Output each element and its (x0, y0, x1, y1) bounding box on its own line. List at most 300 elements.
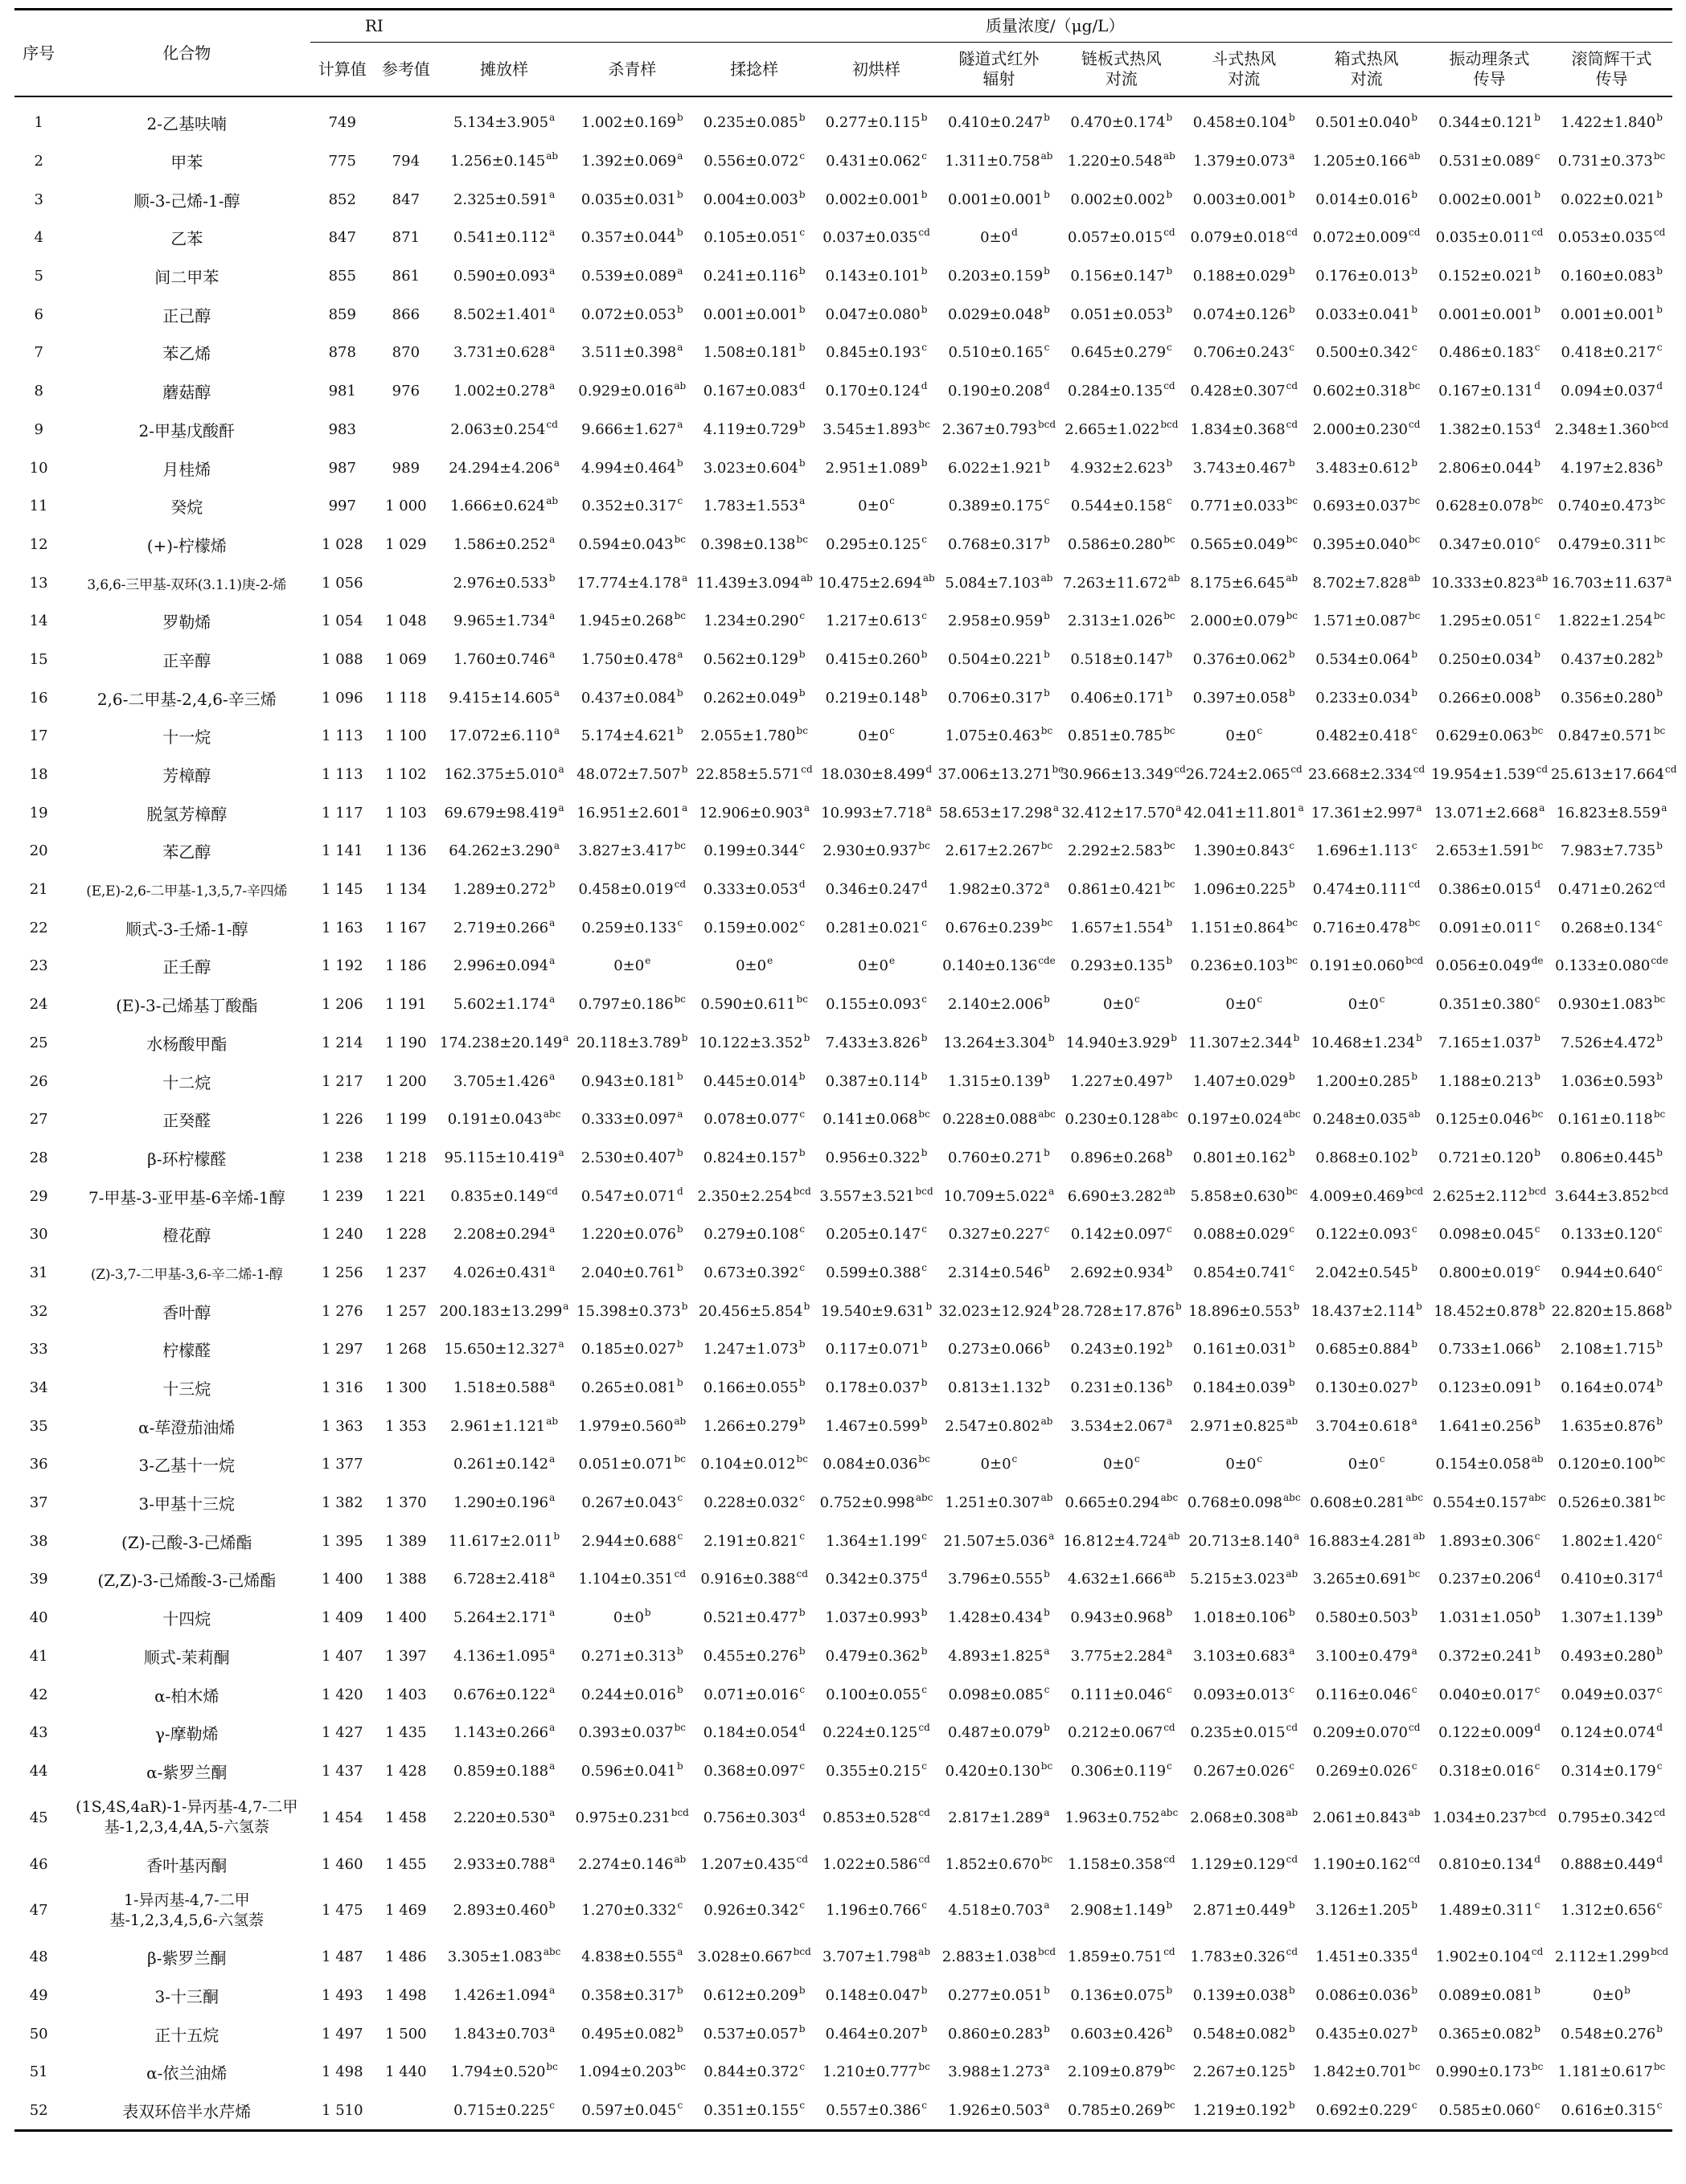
ri-reference: 794 (392, 153, 420, 170)
ri-calculated: 1 460 (322, 1855, 363, 1873)
ri-reference: 1 167 (385, 919, 427, 936)
concentration-value: $0\pm 0^d$ (980, 227, 1018, 247)
significance-letter: bc (1408, 2061, 1421, 2073)
significance-letter: bc (1052, 764, 1064, 776)
significance-letter: b (1171, 1031, 1177, 1043)
concentration-value: 0.398±0.138$^{bc}$ (700, 533, 808, 553)
significance-letter: a (1661, 801, 1668, 813)
concentration-value: 0.191±0.043$^{abc}$ (447, 1108, 561, 1129)
significance-letter: c (921, 610, 927, 622)
ri-reference: 1 268 (385, 1341, 427, 1358)
significance-letter: b (1534, 1984, 1540, 1996)
concentration-value: 11.307±2.344$^b$ (1188, 1031, 1300, 1051)
significance-letter: cd (1286, 227, 1298, 239)
concentration-value: 0.844±0.372$^c$ (704, 2061, 806, 2081)
concentration-value: 11.617±2.011$^b$ (448, 1530, 560, 1550)
significance-letter: cd (796, 1853, 808, 1865)
significance-letter: c (921, 1223, 927, 1235)
significance-letter: bc (1408, 533, 1421, 545)
significance-letter: bc (1653, 1492, 1666, 1504)
concentration-value: 4.026±0.431$^a$ (453, 1261, 556, 1281)
concentration-value: 1.635±0.876$^b$ (1561, 1415, 1663, 1435)
significance-letter: bc (1653, 533, 1666, 545)
concentration-value: 0.277±0.115$^b$ (825, 112, 928, 132)
concentration-value: 0.084±0.036$^{bc}$ (822, 1453, 930, 1473)
significance-letter: a (549, 265, 556, 277)
table-row (14, 1484, 1672, 1522)
significance-letter: b (1288, 265, 1295, 277)
compound-name: 1-异丙基-4,7-二甲 基-1,2,3,4,5,6-六氢萘 (109, 1891, 265, 1929)
concentration-value: 1.364±1.199$^c$ (826, 1530, 927, 1550)
concentration-value: 1.227±0.497$^b$ (1070, 1070, 1173, 1090)
concentration-value: 0.608±0.281$^{abc}$ (1310, 1492, 1423, 1512)
significance-letter: bc (1653, 994, 1666, 1006)
significance-letter: abc (1283, 1108, 1301, 1121)
ri-calculated: 1 382 (322, 1494, 363, 1512)
significance-letter: b (1288, 1070, 1295, 1082)
significance-letter: a (549, 994, 556, 1006)
significance-letter: a (549, 1806, 556, 1818)
significance-letter: a (549, 648, 556, 660)
significance-letter: d (1411, 1946, 1418, 1958)
significance-letter: a (677, 1946, 683, 1958)
significance-letter: a (549, 916, 556, 928)
significance-letter: bc (1286, 955, 1298, 967)
row-number: 23 (29, 957, 48, 975)
concentration-value: 0.930±1.083$^{bc}$ (1557, 994, 1666, 1014)
concentration-value: 0.022±0.021$^b$ (1561, 188, 1663, 208)
significance-letter: ab (1163, 150, 1175, 162)
concentration-value: 0.072±0.009$^{cd}$ (1312, 227, 1421, 247)
concentration-value: 2.976±0.533$^b$ (453, 572, 556, 592)
concentration-value: 0.001±0.001$^b$ (1561, 303, 1663, 323)
concentration-value: 0.868±0.102$^b$ (1315, 1146, 1418, 1166)
significance-letter: c (799, 1683, 806, 1695)
significance-letter: a (1166, 1415, 1172, 1427)
significance-letter: ab (1286, 1415, 1298, 1427)
significance-letter: c (1167, 495, 1172, 507)
significance-letter: d (1534, 879, 1540, 891)
ri-reference: 1 029 (385, 535, 427, 553)
concentration-value: 0.596±0.041$^b$ (580, 1760, 683, 1780)
significance-letter: b (1166, 686, 1173, 699)
row-number: 49 (29, 1986, 48, 2004)
significance-letter: cd (546, 1185, 558, 1197)
concentration-value: 2.000±0.079$^{bc}$ (1190, 610, 1298, 630)
significance-letter: b (798, 1338, 806, 1350)
significance-letter: a (553, 457, 560, 469)
significance-letter: abc (1160, 1108, 1179, 1121)
significance-letter: bc (1653, 495, 1666, 507)
significance-letter: a (1044, 1645, 1050, 1657)
ri-calculated: 1 141 (322, 842, 363, 860)
significance-letter: cd (1653, 227, 1666, 239)
concentration-value: 0.160±0.083$^b$ (1561, 265, 1663, 285)
concentration-value: 0.262±0.049$^b$ (703, 686, 806, 707)
significance-letter: b (1534, 1377, 1540, 1389)
significance-letter: b (798, 303, 806, 315)
concentration-value: 1.963±0.752$^{abc}$ (1065, 1806, 1179, 1826)
concentration-value: 4.009±0.469$^{bcd}$ (1309, 1185, 1424, 1205)
concentration-value: 3.028±0.667$^{bcd}$ (697, 1946, 811, 1966)
significance-letter: a (549, 1377, 556, 1389)
row-number: 50 (29, 2025, 48, 2043)
significance-letter: ab (1167, 1530, 1180, 1542)
significance-letter: cd (918, 1853, 930, 1865)
significance-letter: ab (1040, 1492, 1053, 1504)
concentration-value: 8.702±7.828$^{ab}$ (1312, 572, 1421, 592)
row-number: 45 (29, 1809, 48, 1826)
ri-calculated: 981 (328, 383, 356, 400)
concentration-value: 0.117±0.071$^b$ (825, 1338, 928, 1358)
significance-letter: d (676, 1185, 683, 1197)
concentration-value: 0.645±0.279$^c$ (1070, 342, 1172, 362)
significance-letter: b (798, 686, 806, 699)
concentration-value: 0.531±0.089$^c$ (1438, 150, 1540, 170)
concentration-value: 0.372±0.241$^b$ (1438, 1645, 1540, 1665)
significance-letter: b (1044, 648, 1050, 660)
significance-letter: a (563, 1031, 569, 1043)
significance-letter: bc (1163, 610, 1175, 622)
significance-letter: bc (918, 1108, 930, 1121)
concentration-value: 0.178±0.037$^b$ (825, 1377, 928, 1397)
concentration-value: 0.154±0.058$^{ab}$ (1435, 1453, 1544, 1473)
concentration-value: 48.072±7.507$^b$ (576, 764, 688, 784)
row-number: 1 (34, 114, 43, 132)
significance-letter: a (549, 303, 556, 315)
ri-calculated: 1 113 (322, 766, 363, 784)
concentration-value: 3.731±0.628$^a$ (453, 342, 556, 362)
significance-letter: ab (1408, 1806, 1421, 1818)
row-number: 31 (29, 1264, 48, 1281)
concentration-value: 15.650±12.327$^a$ (444, 1338, 564, 1358)
concentration-value: 0.470±0.174$^b$ (1070, 112, 1173, 132)
ri-reference: 989 (392, 459, 420, 477)
concentration-value: 0.098±0.045$^c$ (1438, 1223, 1540, 1244)
concentration-value: 0.004±0.003$^b$ (703, 188, 806, 208)
concentration-value: 1.843±0.703$^a$ (453, 2022, 556, 2043)
concentration-value: 0.768±0.098$^{abc}$ (1187, 1492, 1301, 1512)
significance-letter: a (1044, 1899, 1050, 1912)
concentration-value: 0.597±0.045$^c$ (571, 2092, 694, 2131)
row-number: 36 (29, 1456, 48, 1473)
concentration-value: 3.100±0.479$^a$ (1315, 1645, 1417, 1665)
compound-name: 正壬醇 (162, 957, 211, 977)
significance-letter: b (1166, 188, 1173, 200)
concentration-value: 9.965±1.734$^a$ (453, 610, 556, 630)
significance-letter: a (549, 112, 556, 124)
ri-reference: 1 486 (385, 1948, 427, 1966)
significance-letter: c (1044, 495, 1050, 507)
significance-letter: c (1289, 1261, 1295, 1273)
significance-letter: b (1656, 840, 1663, 852)
concentration-value: 0.771±0.033$^{bc}$ (1190, 495, 1298, 515)
concentration-value: $0\pm 0^c$ (1225, 725, 1263, 745)
significance-letter: bcd (1037, 418, 1056, 430)
significance-letter: b (921, 1338, 928, 1350)
concentration-value: 0.590±0.093$^a$ (453, 265, 556, 285)
significance-letter: a (549, 1070, 556, 1082)
concentration-value: 1.312±0.656$^c$ (1561, 1899, 1663, 1920)
concentration-value: 0.541±0.112$^a$ (453, 227, 556, 247)
concentration-value: 0.810±0.134$^d$ (1438, 1853, 1540, 1873)
significance-letter: c (1411, 342, 1417, 354)
row-number: 40 (29, 1609, 48, 1627)
significance-letter: d (925, 764, 933, 776)
significance-letter: b (1044, 457, 1050, 469)
significance-letter: ab (546, 495, 559, 507)
concentration-value: 0.199±0.344$^c$ (704, 840, 806, 860)
significance-letter: ab (674, 380, 687, 392)
compound-name: 7-甲基-3-亚甲基-6辛烯-1醇 (88, 1187, 285, 1207)
ri-reference: 1 388 (385, 1571, 427, 1588)
significance-letter: cd (1163, 227, 1175, 239)
concentration-value: 2.958±0.959$^b$ (948, 610, 1050, 630)
significance-letter: bcd (1651, 418, 1669, 430)
concentration-value: 2.665±1.022$^{bcd}$ (1065, 418, 1179, 438)
concentration-value: 3.023±0.604$^b$ (703, 457, 806, 477)
ri-reference: 1 469 (385, 1902, 427, 1920)
compound-name: 正己醇 (162, 305, 211, 326)
row-number: 38 (29, 1532, 48, 1550)
concentration-value: 25.613±17.664$^{cd}$ (1551, 764, 1677, 784)
concentration-value: 0.233±0.034$^b$ (1315, 686, 1418, 707)
significance-letter: c (1656, 916, 1663, 928)
significance-letter: a (803, 801, 810, 813)
significance-letter: c (799, 840, 806, 852)
compound-name: 蘑菇醇 (162, 383, 211, 403)
concentration-value: 1.902±0.104$^{cd}$ (1435, 1946, 1544, 1966)
concentration-value: 0.281±0.021$^c$ (826, 916, 927, 936)
ri-reference: 1 191 (385, 996, 427, 1014)
significance-letter: cd (1286, 1722, 1298, 1734)
concentration-value: 0.143±0.101$^b$ (825, 265, 928, 285)
significance-letter: c (1411, 725, 1417, 737)
compound-name: 香叶醇 (162, 1302, 211, 1322)
ri-calculated: 1 206 (322, 996, 363, 1014)
concentration-value: 0.100±0.055$^c$ (826, 1683, 927, 1703)
ri-reference: 1 498 (385, 1986, 427, 2004)
ri-calculated: 1 498 (322, 2063, 363, 2081)
concentration-value: 0.548±0.276$^b$ (1561, 2022, 1663, 2043)
concentration-value: 0.295±0.125$^c$ (826, 533, 927, 553)
concentration-value: 7.263±11.672$^{ab}$ (1063, 572, 1180, 592)
concentration-value: 1.247±1.073$^b$ (703, 1338, 806, 1358)
concentration-value: 0.358±0.317$^b$ (580, 1984, 683, 2004)
compound-name: (E,E)-2,6-二甲基-1,3,5,7-辛四烯 (86, 883, 288, 900)
concentration-value: $0\pm 0^b$ (1593, 1984, 1631, 2004)
row-number: 14 (29, 613, 48, 630)
significance-letter: b (1044, 1070, 1050, 1082)
significance-letter: a (1175, 801, 1182, 813)
significance-letter: a (1166, 1645, 1172, 1657)
significance-letter: b (1656, 188, 1663, 200)
concentration-value: 3.305±1.083$^{abc}$ (447, 1946, 561, 1966)
significance-letter: a (549, 1492, 556, 1504)
concentration-value: 0.888±0.449$^d$ (1561, 1853, 1663, 1873)
concentration-value: 0.001±0.001$^b$ (703, 303, 806, 323)
concentration-value: 0.236±0.103$^{bc}$ (1190, 955, 1298, 975)
row-number: 3 (34, 191, 43, 208)
concentration-value: 1.188±0.213$^b$ (1438, 1070, 1540, 1090)
row-number: 52 (14, 2092, 63, 2131)
concentration-value: 0.493±0.280$^b$ (1561, 1645, 1663, 1665)
significance-letter: b (1656, 112, 1663, 124)
table-row (14, 2014, 1672, 2053)
concentration-value: 0.428±0.307$^{cd}$ (1190, 380, 1298, 400)
ri-calculated: 1 088 (322, 650, 363, 668)
significance-letter: c (921, 1530, 927, 1542)
significance-letter: b (1411, 303, 1418, 315)
concentration-value: 64.262±3.290$^a$ (449, 840, 560, 860)
significance-letter: c (1656, 1223, 1663, 1235)
row-number: 42 (29, 1686, 48, 1703)
concentration-value: 3.705±1.426$^a$ (453, 1070, 556, 1090)
significance-letter: b (1411, 1338, 1418, 1350)
significance-letter: b (1534, 112, 1540, 124)
concentration-value: 1.096±0.225$^b$ (1192, 879, 1295, 899)
concentration-value: 0.896±0.268$^b$ (1070, 1146, 1173, 1166)
significance-letter: a (549, 1223, 556, 1235)
significance-letter: b (1166, 1070, 1173, 1082)
significance-letter: b (1044, 1984, 1050, 1996)
concentration-value: 0.347±0.010$^c$ (1438, 533, 1540, 553)
ri-calculated: 1 487 (322, 1948, 363, 1966)
concentration-value: 0.219±0.148$^b$ (825, 686, 928, 707)
significance-letter: c (1411, 2100, 1417, 2112)
compound-name: 橙花醇 (162, 1226, 211, 1246)
concentration-value: 0.188±0.029$^b$ (1192, 265, 1295, 285)
concentration-value: 2.617±2.267$^{bc}$ (945, 840, 1053, 860)
compound-name: (E)-3-己烯基丁酸酯 (116, 996, 258, 1016)
significance-letter: ab (1163, 1568, 1175, 1580)
concentration-value: 0.603±0.426$^b$ (1070, 2022, 1173, 2043)
concentration-value: 95.115±10.419$^a$ (444, 1146, 564, 1166)
compound-name: 顺式-3-壬烯-1-醇 (125, 919, 248, 939)
significance-letter: cd (1286, 1946, 1298, 1958)
significance-letter: c (1134, 1453, 1140, 1465)
compound-name: α-紫罗兰酮 (146, 1762, 228, 1782)
concentration-value: 0.037±0.035$^{cd}$ (822, 227, 930, 247)
concentration-value: 6.728±2.418$^a$ (453, 1568, 556, 1588)
concentration-value: 0.029±0.048$^b$ (948, 303, 1050, 323)
significance-letter: a (553, 725, 560, 737)
ri-calculated: 878 (328, 344, 356, 362)
table-row (14, 1599, 1672, 1637)
significance-letter: b (676, 1377, 683, 1389)
significance-letter: b (1411, 648, 1418, 660)
row-number: 10 (29, 459, 48, 477)
significance-letter: b (1534, 1031, 1540, 1043)
concentration-value: 0.093±0.013$^c$ (1193, 1683, 1295, 1703)
significance-letter: b (1411, 188, 1418, 200)
significance-letter: cd (918, 227, 930, 239)
concentration-value: 0.464±0.207$^b$ (825, 2022, 928, 2043)
concentration-value: 1.407±0.029$^b$ (1192, 1070, 1295, 1090)
concentration-value: 1.508±0.181$^b$ (703, 342, 806, 362)
header-sample-9: 振动理条式 传导 (1449, 49, 1530, 88)
row-number: 43 (29, 1724, 48, 1742)
compound-name: 2-乙基呋喃 (146, 114, 228, 134)
significance-letter: ab (801, 572, 813, 584)
concentration-value: 1.945±0.268$^{bc}$ (578, 610, 687, 630)
table-row (14, 1369, 1672, 1408)
concentration-value: $0\pm 0^e$ (613, 955, 651, 975)
concentration-value: 37.006±13.271$^{bc}$ (937, 764, 1064, 784)
ri-calculated: 1 056 (322, 574, 363, 592)
significance-letter: d (1044, 380, 1050, 392)
significance-letter: c (921, 1760, 927, 1772)
significance-letter: c (1534, 150, 1540, 162)
significance-letter: ab (918, 1946, 931, 1958)
concentration-value: 1.158±0.358$^{cd}$ (1068, 1853, 1175, 1873)
significance-letter: c (799, 1492, 806, 1504)
significance-letter: b (921, 1607, 928, 1619)
significance-letter: b (1044, 112, 1050, 124)
significance-letter: c (1167, 1223, 1172, 1235)
significance-letter: b (1656, 648, 1663, 660)
concentration-value: 0.556±0.072$^c$ (704, 150, 806, 170)
concentration-value: 4.893±1.825$^a$ (948, 1645, 1050, 1665)
concentration-value: 0.248±0.035$^{ab}$ (1312, 1108, 1421, 1129)
significance-letter: b (1411, 1607, 1418, 1619)
header-sample-7: 斗式热风 对流 (1212, 49, 1277, 88)
significance-letter: bc (1408, 1568, 1421, 1580)
concentration-value: 0.190±0.208$^d$ (948, 380, 1050, 400)
concentration-value: 1.270±0.332$^c$ (581, 1899, 683, 1920)
significance-letter: c (1044, 1683, 1050, 1695)
significance-letter: c (921, 2100, 927, 2112)
concentration-value: 0.410±0.317$^d$ (1561, 1568, 1663, 1588)
significance-letter: b (1656, 1031, 1663, 1043)
significance-letter: d (921, 1568, 928, 1580)
row-number: 32 (29, 1302, 48, 1320)
concentration-value: $0\pm 0^c$ (1348, 994, 1385, 1014)
concentration-value: 0.586±0.280$^{bc}$ (1068, 533, 1175, 553)
concentration-value: 2.530±0.407$^b$ (580, 1146, 683, 1166)
significance-letter: a (1293, 1530, 1300, 1542)
table-row (14, 678, 1672, 717)
significance-letter: a (799, 495, 806, 507)
ri-reference: 1 455 (385, 1855, 427, 1873)
significance-letter: ab (1531, 1453, 1544, 1465)
concentration-value: 0.665±0.294$^{abc}$ (1065, 1492, 1179, 1512)
concentration-value: 16.951±2.601$^a$ (576, 801, 688, 822)
concentration-value: 0.431±0.062$^c$ (826, 150, 927, 170)
compound-name: 正辛醇 (162, 650, 211, 670)
ri-reference: 1 237 (385, 1264, 427, 1281)
significance-letter: bcd (1528, 1806, 1547, 1818)
ri-reference: 1 389 (385, 1532, 427, 1550)
significance-letter: a (1411, 1415, 1417, 1427)
concentration-value: 23.668±2.334$^{cd}$ (1308, 764, 1426, 784)
significance-letter: bc (1163, 533, 1175, 545)
compound-name: 3-乙基十一烷 (138, 1456, 236, 1476)
significance-letter: d (1656, 1568, 1663, 1580)
significance-letter: b (921, 457, 928, 469)
concentration-value: 0.458±0.104$^b$ (1192, 112, 1295, 132)
significance-letter: c (549, 2100, 556, 2112)
significance-letter: c (1534, 1223, 1540, 1235)
significance-letter: b (1288, 1377, 1295, 1389)
significance-letter: ab (546, 150, 559, 162)
concentration-value: 1.859±0.751$^{cd}$ (1068, 1946, 1175, 1966)
compound-name: 表双环倍半水芹烯 (63, 2092, 310, 2131)
row-number: 2 (34, 153, 43, 170)
concentration-value: 21.507±5.036$^a$ (943, 1530, 1055, 1550)
concentration-value: 5.174±4.621$^b$ (580, 725, 683, 745)
ri-calculated: 1 297 (322, 1341, 363, 1358)
